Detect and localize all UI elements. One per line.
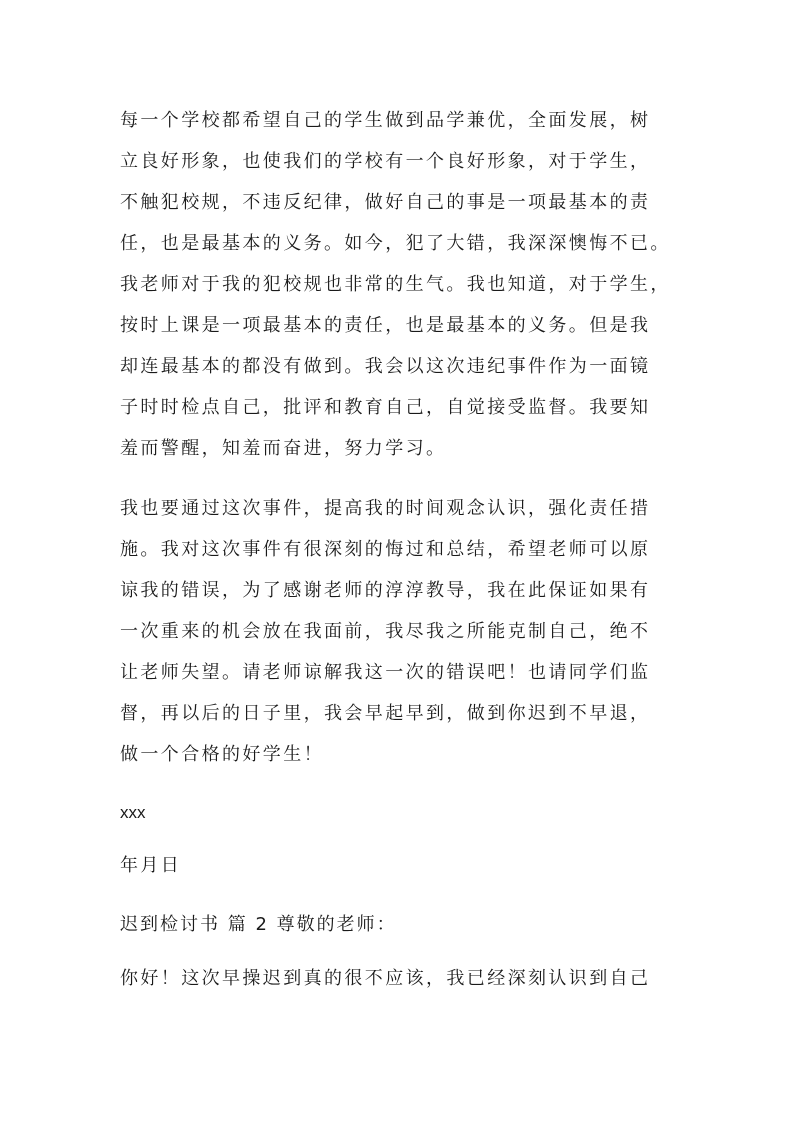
text-line: 每一个学校都希望自己的学生做到品学兼优，全面发展，树 — [120, 110, 651, 131]
paragraph-1 — [120, 100, 690, 469]
text-line: 施。我对这次事件有很深刻的悔过和总结，希望老师可以原 — [120, 539, 651, 560]
text-line: 羞而警醒，知羞而奋进，努力学习。 — [120, 438, 447, 459]
text-line: 谅我的错误，为了感谢老师的淳淳教导，我在此保证如果有 — [120, 580, 651, 601]
date-block — [120, 845, 690, 886]
signature-block — [120, 792, 690, 833]
text-line: 子时时检点自己，批评和教育自己，自觉接受监督。我要知 — [120, 397, 651, 418]
text-line: 按时上课是一项最基本的责任，也是最基本的义务。但是我 — [120, 315, 651, 336]
text-line: 一次重来的机会放在我面前，我尽我之所能克制自己，绝不 — [120, 621, 651, 642]
date-line: 年月日 — [120, 855, 182, 876]
paragraph-2 — [120, 488, 690, 775]
text-line: 让老师失望。请老师谅解我这一次的错误吧！也请同学们监 — [120, 662, 651, 683]
signature: xxx — [120, 803, 146, 822]
text-line: 我老师对于我的犯校规也非常的生气。我也知道，对于学生， — [120, 274, 671, 295]
heading-line: 迟到检讨书 篇 2 尊敬的老师： — [120, 914, 397, 935]
text-line: 做一个合格的好学生！ — [120, 744, 324, 765]
section-heading — [120, 904, 690, 945]
text-line: 督，再以后的日子里，我会早起早到，做到你迟到不早退， — [120, 703, 651, 724]
text-line: 我也要通过这次事件，提高我的时间观念认识，强化责任措 — [120, 498, 651, 519]
text-line: 任，也是最基本的义务。如今，犯了大错，我深深懊悔不已。 — [120, 233, 671, 254]
text-line: 不触犯校规，不违反纪律，做好自己的事是一项最基本的责 — [120, 192, 651, 213]
text-line: 立良好形象，也使我们的学校有一个良好形象，对于学生， — [120, 151, 651, 172]
paragraph-3 — [120, 958, 690, 999]
text-line: 却连最基本的都没有做到。我会以这次违纪事件作为一面镜 — [120, 356, 651, 377]
text-line: 你好！这次早操迟到真的很不应该，我已经深刻认识到自己 — [120, 968, 651, 989]
